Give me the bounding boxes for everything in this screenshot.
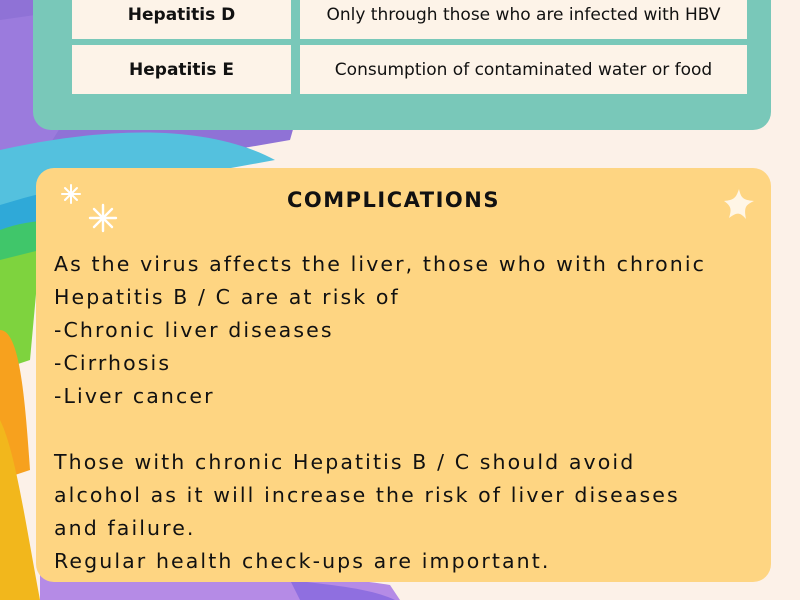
complications-body — [54, 248, 766, 578]
advice-text: Those with chronic Hepatitis B / C should avoid — [54, 450, 636, 474]
advice-text: Regular health check-ups are important. — [54, 549, 551, 573]
intro-text: As the virus affects the liver, those who with chronic — [54, 252, 707, 276]
intro-text: Hepatitis B / C are at risk of — [54, 285, 400, 309]
transmission-cell: Only through those who are infected with HBV — [300, 0, 747, 39]
advice-text: alcohol as it will increase the risk of liver diseases — [54, 483, 680, 507]
hepatitis-type-cell: Hepatitis E — [72, 45, 291, 94]
spacer — [54, 413, 766, 446]
hepatitis-type-cell: Hepatitis D — [72, 0, 291, 39]
transmission-cell: Consumption of contaminated water or food — [300, 45, 747, 94]
risk-item: -Chronic liver diseases — [54, 318, 334, 342]
risk-item: -Cirrhosis — [54, 351, 172, 375]
advice-text: and failure. — [54, 516, 196, 540]
risk-item: -Liver cancer — [54, 384, 215, 408]
complications-title: COMPLICATIONS — [287, 188, 500, 212]
